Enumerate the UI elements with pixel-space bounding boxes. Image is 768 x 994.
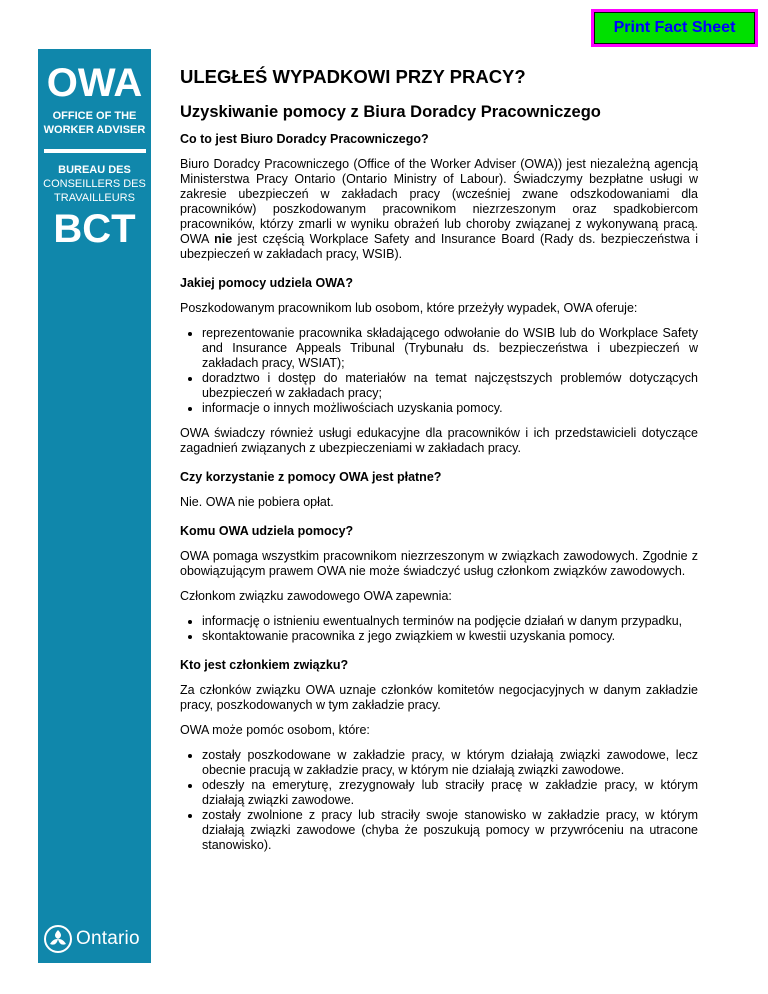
para-text-b: jest częścią Workplace Safety and Insurance Board (Rady ds. bezpieczeństwa i ubezpieczeń w zakładach pracy, WSIB). bbox=[180, 232, 698, 261]
section-heading-help-offered: Jakiej pomocy udziela OWA? bbox=[180, 276, 353, 290]
section-paragraph-cost: Nie. OWA nie pobiera opłat. bbox=[180, 495, 334, 509]
print-fact-sheet-button[interactable] bbox=[591, 9, 758, 47]
can-help-list bbox=[180, 748, 698, 853]
union-members-list bbox=[180, 614, 698, 644]
owa-logo-text: OWA bbox=[46, 61, 143, 105]
help-offered-list bbox=[180, 326, 698, 416]
ontario-logo bbox=[44, 925, 140, 953]
section-intro-help-offered: Poszkodowanym pracownikom lub osobom, które przeżyły wypadek, OWA oferuje: bbox=[180, 301, 638, 315]
sidebar-banner bbox=[38, 49, 151, 963]
page-subtitle: Uzyskiwanie pomocy z Biura Doradcy Pracowniczego bbox=[180, 103, 601, 121]
section-heading-who-helped: Komu OWA udziela pomocy? bbox=[180, 524, 354, 538]
list-item: • informacje o innych możliwościach uzyskania pomocy. bbox=[202, 401, 698, 416]
bureau-line: BUREAU DES bbox=[58, 164, 131, 176]
section-heading-cost: Czy korzystanie z pomocy OWA jest płatne? bbox=[180, 470, 442, 484]
para-emphasis-nie: nie bbox=[214, 232, 233, 246]
section-outro-help-offered: OWA świadczy również usługi edukacyjne dla pracowników i ich przedstawicieli dotyczące zagadnień związanych z ubezpieczeniami w zakładach pracy. bbox=[180, 426, 698, 455]
list-item: • doradztwo i dostęp do materiałów na temat najczęstszych problemów dotyczących ubezpieczeń w zakładach pracy; bbox=[202, 371, 698, 401]
list-item: • odeszły na emeryturę, zrezygnowały lub straciły pracę w zakładzie pracy, w którym działają związki zawodowe. bbox=[202, 778, 698, 808]
list-item: • skontaktowanie pracownika z jego związkiem w kwestii uzyskania pomocy. bbox=[202, 629, 698, 644]
office-name bbox=[38, 109, 151, 137]
ontario-wordmark: Ontario bbox=[76, 928, 140, 949]
section-paragraph-who-helped: OWA pomaga wszystkim pracownikom niezrzeszonym w związkach zawodowych. Zgodnie z obowiązującym prawem OWA nie może świadczyć usług członkom związków zawodowych. bbox=[180, 549, 698, 578]
list-item: • informację o istnieniu ewentualnych terminów na podjęcie działań w danym przypadku, bbox=[202, 614, 698, 629]
fact-sheet-content bbox=[180, 66, 698, 853]
section-intro-can-help: OWA może pomóc osobom, które: bbox=[180, 723, 370, 737]
section-paragraph-what-is-owa bbox=[180, 157, 698, 262]
travailleurs-line: TRAVAILLEURS bbox=[54, 192, 135, 204]
section-intro-union-members: Członkom związku zawodowego OWA zapewnia: bbox=[180, 589, 452, 603]
conseillers-line: CONSEILLERS DES bbox=[43, 178, 146, 190]
para-text-a: Biuro Doradcy Pracowniczego (Office of the Worker Adviser (OWA)) jest niezależną agencją Ministerstwa Pracy Ontario (Ontario Ministry of Labour). Świadczymy bezpłatne usługi w zakresie ubezpieczeń w zakładach pracy (wcześniej zwane odszkodowaniami dla pracowników) poszkodowanym pracownikom niezrzeszonym oraz spadkobiercom pracowników, którzy zmarli w wyniku obrażeń lub choroby związanej z wykonywaną pracą. OWA bbox=[180, 157, 698, 246]
list-item: • zostały zwolnione z pracy lub straciły swoje stanowisko w zakładzie pracy, w którym działają związki zawodowe (chyba że poszukują pomocy w przywróceniu na utracone stanowisko). bbox=[202, 808, 698, 853]
list-item: • reprezentowanie pracownika składającego odwołanie do WSIB lub do Workplace Safety and Insurance Appeals Tribunal (Trybunału ds. bezpieczeństwa i ubezpieczeń w zakładach pracy, WSIAT); bbox=[202, 326, 698, 371]
sidebar-divider bbox=[44, 149, 146, 153]
trillium-icon bbox=[44, 925, 72, 953]
office-line-1: OFFICE OF THE bbox=[52, 110, 137, 122]
section-heading-what-is-owa: Co to jest Biuro Doradcy Pracowniczego? bbox=[180, 132, 429, 146]
section-heading-union-member: Kto jest członkiem związku? bbox=[180, 658, 349, 672]
office-line-2: WORKER ADVISER bbox=[43, 124, 146, 136]
list-item: • zostały poszkodowane w zakładzie pracy, w którym działają związki zawodowe, lecz obecnie pracują w zakładzie pracy, w którym nie działają związki zawodowe. bbox=[202, 748, 698, 778]
bct-logo-text: BCT bbox=[53, 207, 136, 251]
print-button-label: Print Fact Sheet bbox=[594, 12, 755, 44]
section-paragraph-union-member: Za członków związku OWA uznaje członków komitetów negocjacyjnych w danym zakładzie pracy, poszkodowanych w tym zakładzie pracy. bbox=[180, 683, 698, 712]
page-title: ULEGŁEŚ WYPADKOWI PRZY PRACY? bbox=[180, 66, 526, 87]
